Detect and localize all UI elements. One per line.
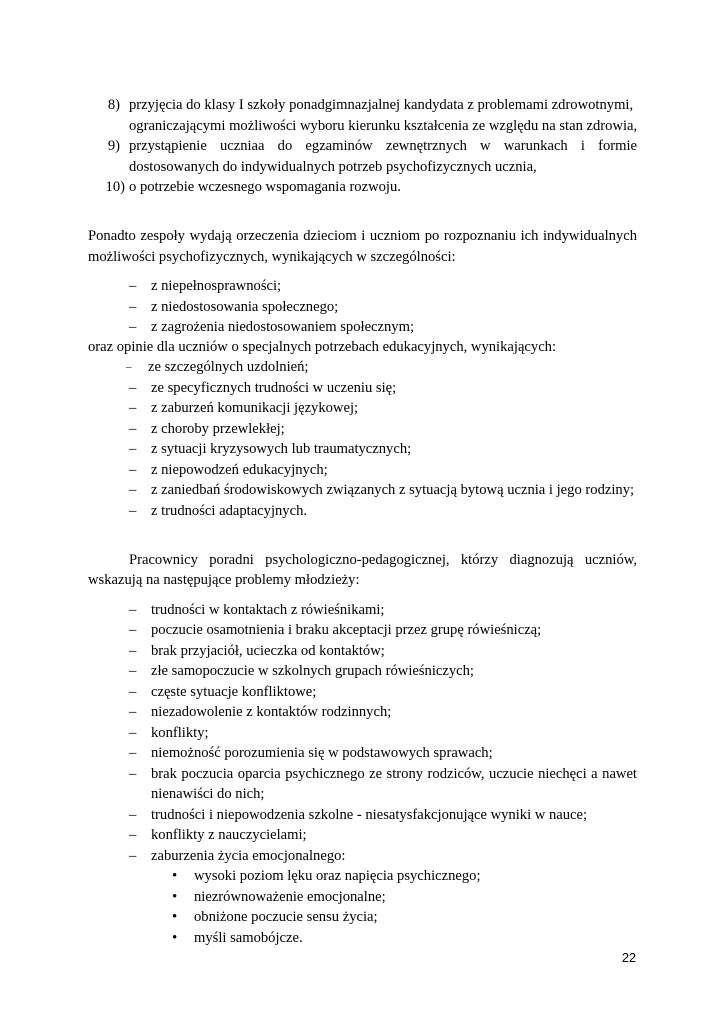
list-item: częste sytuacje konfliktowe; — [151, 684, 317, 700]
list-item: brak poczucia oparcia psychicznego ze strony rodziców, uczucie niechęci a nawet — [151, 766, 637, 782]
list-item: ze specyficznych trudności w uczeniu się; — [151, 380, 397, 396]
bullet-marker: • — [172, 909, 178, 925]
dash-marker: – — [129, 622, 137, 638]
paragraph-line: wskazują na następujące problemy młodzieży: — [88, 572, 360, 588]
list-item: trudności i niepowodzenia szkolne - niesatysfakcjonujące wyniki w nauce; — [151, 807, 588, 823]
paragraph-line: oraz opinie dla uczniów o specjalnych potrzebach edukacyjnych, wynikających: — [88, 339, 557, 355]
dash-marker: – — [129, 745, 137, 761]
dash-marker: – — [129, 482, 137, 498]
dash-marker: – — [129, 400, 137, 416]
dash-marker: – — [129, 503, 137, 519]
list-item: poczucie osamotnienia i braku akceptacji przez grupę rówieśniczą; — [151, 622, 542, 638]
list-item-line: ograniczającymi możliwości wyboru kierunku kształcenia ze względu na stan zdrowia, — [129, 118, 638, 134]
list-item: z niedostosowania społecznego; — [151, 299, 339, 315]
list-item-continuation: nienawiści do nich; — [151, 786, 265, 802]
list-item: z choroby przewlekłej; — [151, 421, 285, 437]
dash-marker: – — [129, 319, 137, 335]
dash-marker: – — [129, 441, 137, 457]
dash-marker: – — [129, 299, 137, 315]
list-item: niemożność porozumienia się w podstawowych sprawach; — [151, 745, 493, 761]
list-item: zaburzenia życia emocjonalnego: — [151, 848, 346, 864]
list-item: z niepowodzeń edukacyjnych; — [151, 462, 328, 478]
list-item: z zaniedbań środowiskowych związanych z sytuacją bytową ucznia i jego rodziny; — [151, 482, 635, 498]
list-item: z zagrożenia niedostosowaniem społecznym; — [151, 319, 415, 335]
page-number: 22 — [622, 951, 636, 965]
list-item: z sytuacji kryzysowych lub traumatycznych; — [151, 441, 412, 457]
list-number: 9) — [107, 138, 120, 154]
dash-marker: – — [129, 643, 137, 659]
list-item-line: o potrzebie wczesnego wspomagania rozwoju. — [129, 179, 401, 195]
list-item: z niepełnosprawności; — [151, 278, 282, 294]
list-number: 10) — [105, 179, 125, 195]
list-item: niezadowolenie z kontaktów rodzinnych; — [151, 704, 392, 720]
list-item: ze szczególnych uzdolnień; — [148, 359, 309, 375]
list-item: obniżone poczucie sensu życia; — [194, 909, 378, 925]
list-item: wysoki poziom lęku oraz napięcia psychicznego; — [194, 868, 481, 884]
list-item: trudności w kontaktach z rówieśnikami; — [151, 602, 385, 618]
list-item: brak przyjaciół, ucieczka od kontaktów; — [151, 643, 385, 659]
bullet-marker: • — [172, 930, 178, 946]
list-number: 8) — [107, 97, 120, 113]
dash-marker: – — [129, 766, 137, 782]
dash-marker: – — [129, 663, 137, 679]
dash-marker: – — [129, 704, 137, 720]
bullet-marker: • — [172, 889, 178, 905]
paragraph-line: możliwości psychofizycznych, wynikających w szczególności: — [88, 249, 456, 265]
list-item: konflikty; — [151, 725, 209, 741]
list-item: z zaburzeń komunikacji językowej; — [151, 400, 359, 416]
list-item: z trudności adaptacyjnych. — [151, 503, 308, 519]
dash-marker: – — [129, 807, 137, 823]
dash-marker: – — [129, 421, 137, 437]
paragraph-line: Ponadto zespoły wydają orzeczenia dzieciom i uczniom po rozpoznaniu ich indywidualnych — [88, 228, 637, 244]
dash-marker: – — [129, 684, 137, 700]
list-item-line: przyjęcia do klasy I szkoły ponadgimnazjalnej kandydata z problemami zdrowotnymi, — [129, 97, 634, 113]
paragraph-line: Pracownicy poradni psychologiczno-pedagogicznej, którzy diagnozują uczniów, — [129, 552, 637, 568]
list-item: złe samopoczucie w szkolnych grupach rówieśniczych; — [151, 663, 474, 679]
dash-marker: – — [129, 278, 137, 294]
bullet-marker: • — [172, 868, 178, 884]
dash-marker: – — [129, 848, 137, 864]
dash-marker: – — [129, 827, 137, 843]
list-item-line: dostosowanych do indywidualnych potrzeb psychofizycznych ucznia, — [129, 159, 537, 175]
list-item: konflikty z nauczycielami; — [151, 827, 307, 843]
list-item-line: przystąpienie uczniaa do egzaminów zewnętrznych w warunkach i formie — [129, 138, 637, 154]
dash-marker: – — [129, 725, 137, 741]
dash-marker: – — [129, 380, 137, 396]
dash-marker: – — [129, 462, 137, 478]
dash-marker: – — [129, 602, 137, 618]
list-item: myśli samobójcze. — [194, 930, 303, 946]
dash-marker: – — [126, 361, 132, 373]
list-item: niezrównoważenie emocjonalne; — [194, 889, 386, 905]
